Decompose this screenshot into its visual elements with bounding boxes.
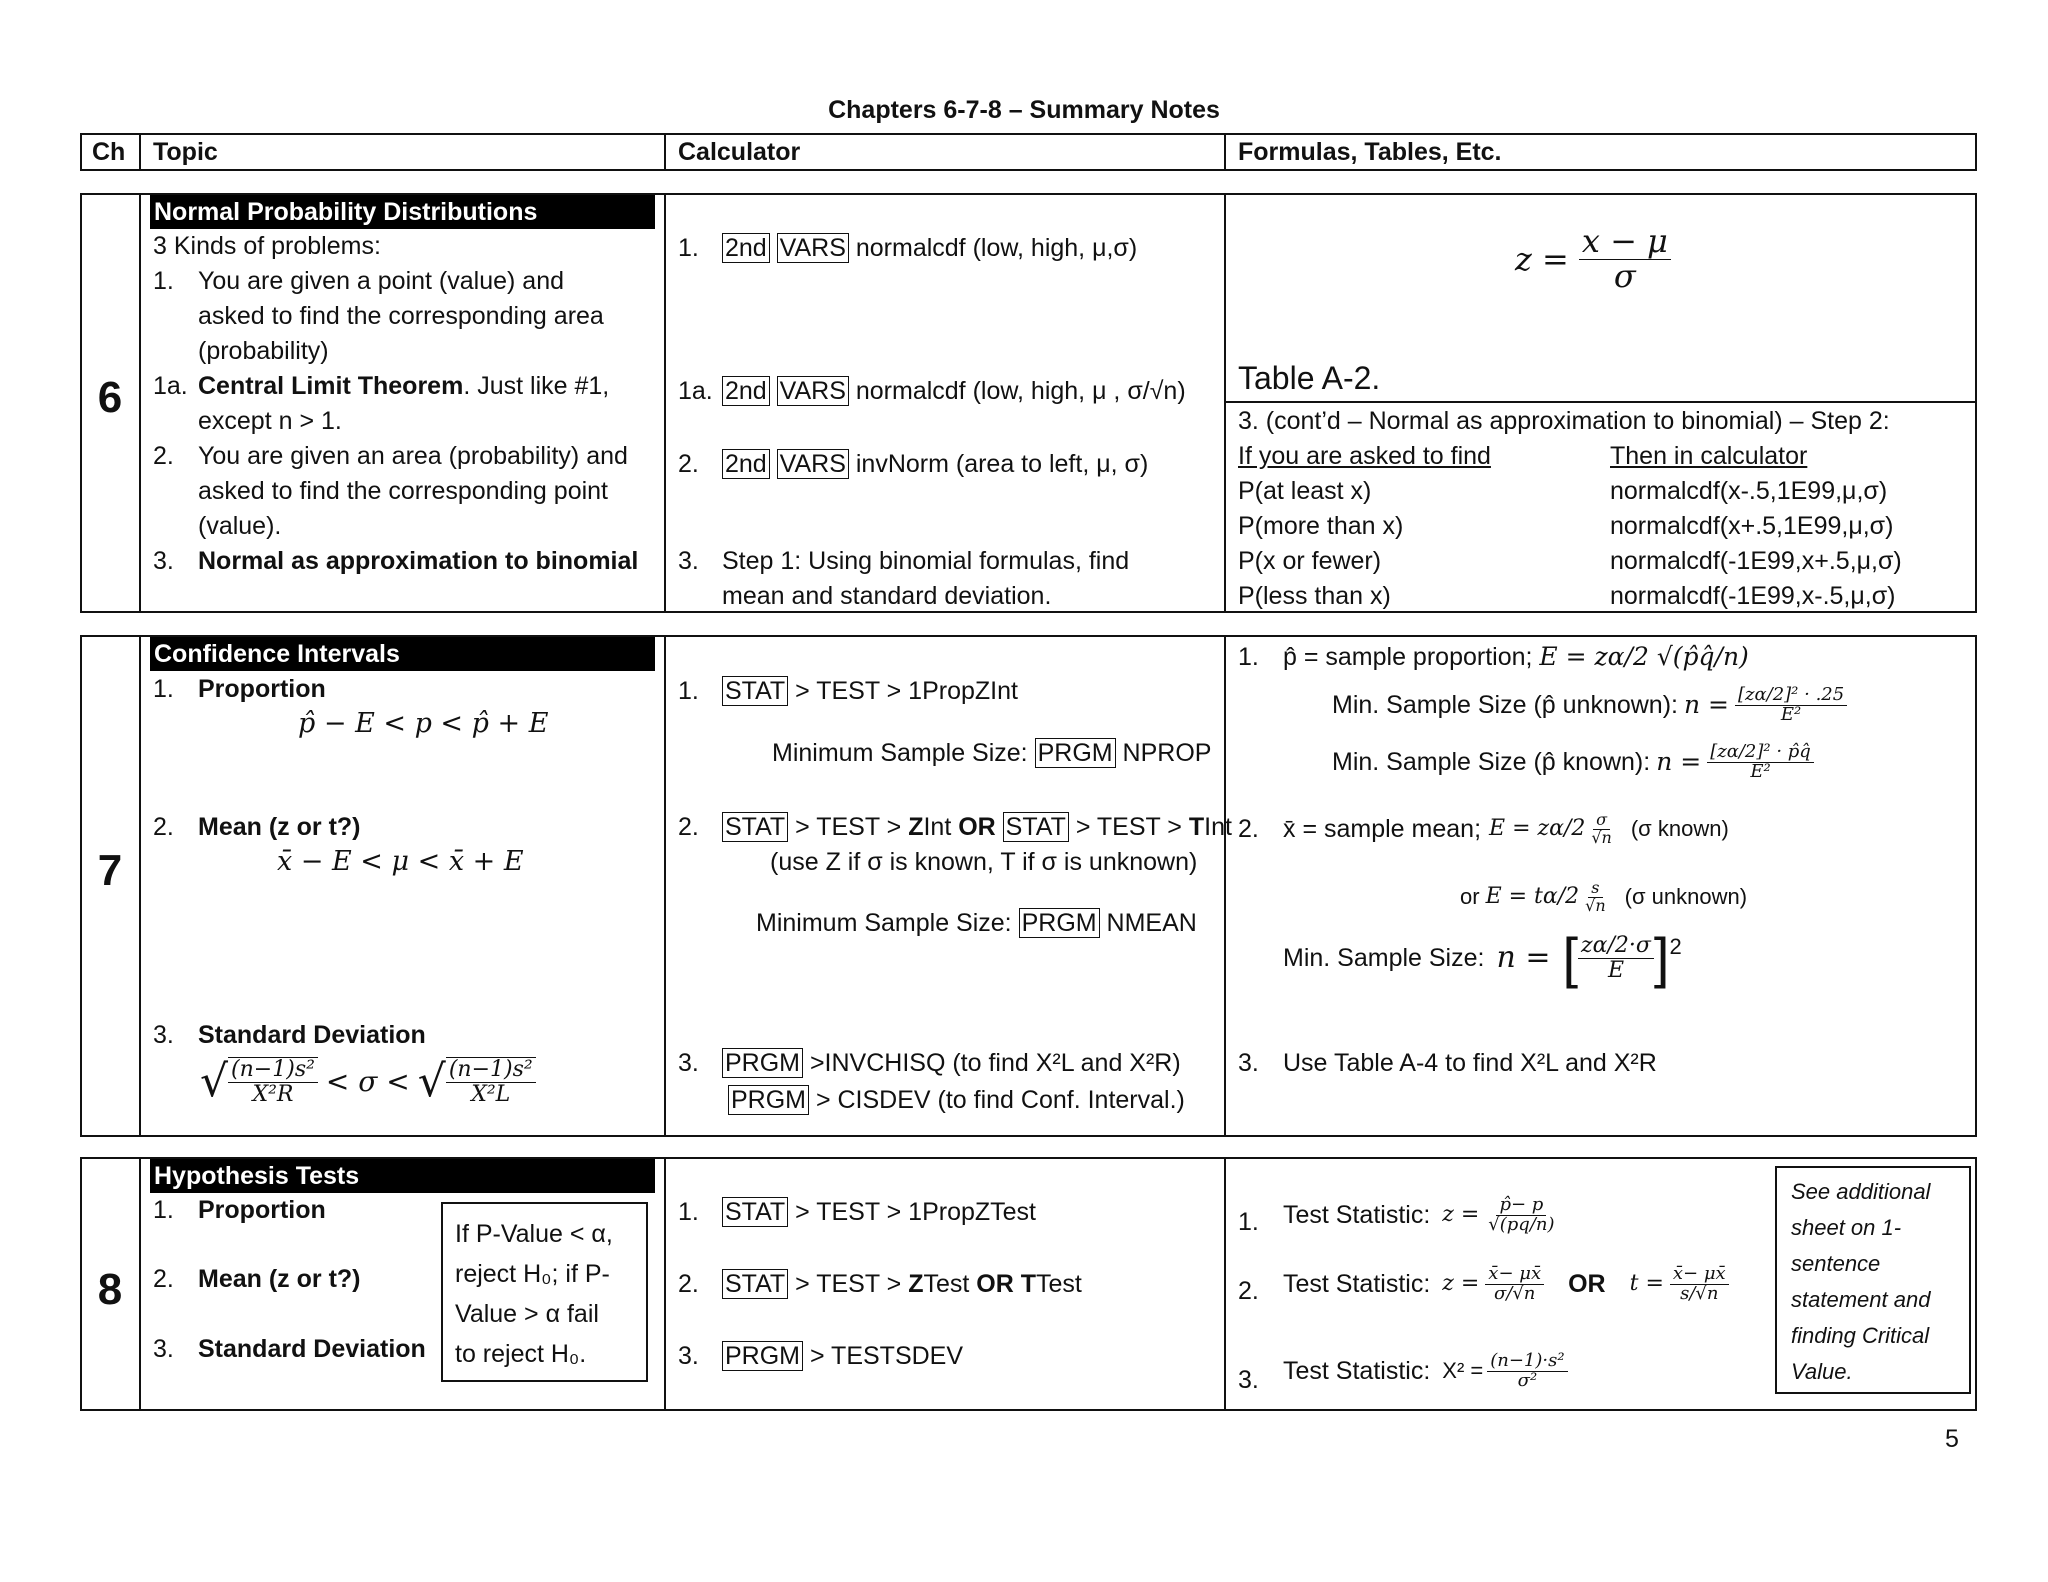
topic-2-line: You are given an area (probability) and (198, 442, 628, 470)
min-mean-line: Min. Sample Size: n = [ $\frac{z\alpha/2\cdot\sigma}{E}$ ] 2 (1283, 926, 1682, 989)
frac-den: √n (1591, 827, 1612, 847)
topic-1a-line (198, 369, 609, 403)
key-stat: STAT (722, 1197, 788, 1227)
ht-calc-1-text: > TEST > 1PropZTest (795, 1198, 1036, 1226)
clt-label: Central Limit Theorem (198, 372, 464, 400)
z-eq: z = (1442, 1271, 1480, 1297)
calc-1a-line (722, 374, 1186, 408)
key-stat: STAT (722, 676, 788, 706)
header-formulas: Formulas, Tables, Etc. (1238, 138, 1502, 166)
key-vars: VARS (777, 376, 849, 406)
min-unknown-line (1332, 686, 1847, 725)
key-vars: VARS (777, 233, 849, 263)
sd-numerator: (n−1)s² (228, 1058, 318, 1082)
col-head-find: If you are asked to find (1238, 442, 1491, 470)
xbar-def: x̄ = sample mean; (1283, 815, 1482, 844)
min-num: zα/2·σ (1578, 934, 1654, 958)
key-vars: VARS (777, 449, 849, 479)
frac-num: σ (1593, 812, 1610, 830)
list-num: 3. (1238, 1366, 1259, 1394)
phat-def: p̂ = sample proportion; (1283, 643, 1533, 671)
ci-calc-1 (722, 674, 1018, 708)
calc-1-line (722, 231, 1137, 265)
ci-min-mean (756, 906, 1197, 940)
calc-1a-text: normalcdf (low, high, μ , σ/√n) (855, 377, 1186, 405)
col-head-calc: Then in calculator (1610, 442, 1808, 470)
min-den: E (1607, 957, 1624, 983)
topic-1a-rest: . Just like #1, (463, 372, 610, 400)
min-known-label: Min. Sample Size (p̂ known): (1332, 748, 1651, 777)
topic-2-line: asked to find the corresponding point (198, 477, 608, 505)
note-line: See additional (1791, 1179, 1931, 1204)
mean-E: E = zα/2 (1489, 816, 1586, 842)
approx-row-find: P(more than x) (1238, 512, 1404, 540)
approx-row-calc: normalcdf(-1E99,x-.5,μ,σ) (1610, 582, 1896, 610)
f1-line (1283, 640, 1749, 674)
list-num: 1. (678, 1198, 699, 1226)
list-num: 2. (1238, 1277, 1259, 1305)
list-num: 1a. (153, 372, 188, 400)
list-num: 3. (678, 1049, 699, 1077)
ci-calc-3 (722, 1046, 1181, 1080)
known-num: [zα/2]² · p̂q̂ (1707, 743, 1814, 763)
ht-sd-label: Standard Deviation (198, 1335, 426, 1363)
key-prgm: PRGM (722, 1048, 803, 1078)
list-num: 3. (1238, 1049, 1259, 1077)
list-num: 1. (1238, 1208, 1259, 1236)
topic-1-line: asked to find the corresponding area (198, 302, 604, 330)
list-num: 1. (1238, 643, 1259, 671)
ci-sd-label: Standard Deviation (198, 1021, 426, 1049)
header-ch: Ch (92, 138, 126, 166)
test-stat-2 (1283, 1265, 1729, 1304)
mean-E-t: E = tα/2 (1485, 884, 1580, 910)
table-a4-text: Use Table A-4 to find X²L and X²R (1283, 1049, 1657, 1077)
header-calculator: Calculator (678, 138, 801, 166)
topic-intro: 3 Kinds of problems: (153, 232, 381, 260)
note-line: Value. (1791, 1359, 1853, 1384)
ci-sd-formula: √ $\frac{\text{(n−1)s²}}{\text{X²R}}$ < σ < √ $\frac{\text{(n−1)s²}}{\text{X²L}}$ (200, 1056, 536, 1107)
sd-denominator-l: X²L (471, 1081, 511, 1107)
frac-den: s/√n (1680, 1282, 1719, 1304)
sigma-known: (σ known) (1630, 816, 1729, 842)
exponent: 2 (1669, 934, 1682, 959)
z-lhs: z = (1515, 240, 1569, 279)
unknown-den: E² (1780, 703, 1802, 725)
int-text: Int (923, 813, 952, 841)
critical-value-note (1775, 1166, 1971, 1394)
key-2nd: 2nd (722, 449, 770, 479)
list-num: 3. (153, 547, 174, 575)
sd-numerator: (n−1)s² (446, 1058, 536, 1082)
ht-calc-2-a: > TEST > (795, 1270, 902, 1298)
key-stat: STAT (1003, 812, 1069, 842)
ht-calc-1 (722, 1195, 1036, 1229)
t-eq: t = (1629, 1271, 1664, 1297)
key-stat: STAT (722, 1269, 788, 1299)
test-stat-1 (1283, 1196, 1558, 1235)
list-num: 1. (678, 677, 699, 705)
list-num: 2. (678, 1270, 699, 1298)
chapter-number-8: 8 (97, 1265, 123, 1314)
list-num: 3. (153, 1335, 174, 1363)
ci-mean-label: Mean (z or t?) (198, 813, 361, 841)
calc-1-text: normalcdf (low, high, μ,σ) (855, 234, 1138, 262)
approx-row-find: P(less than x) (1238, 582, 1391, 610)
ht-calc-3 (722, 1339, 963, 1373)
chapter-number-7: 7 (97, 846, 123, 895)
topic-1a-line: except n > 1. (198, 407, 342, 435)
list-num: 1. (153, 1196, 174, 1224)
nprop-cmd: NPROP (1122, 739, 1212, 767)
key-prgm: PRGM (722, 1341, 803, 1371)
list-num: 2. (678, 450, 699, 478)
z-bold: Z (908, 813, 924, 841)
ci-calc-2-b: > TEST > (1075, 813, 1182, 841)
list-num: 3. (678, 547, 699, 575)
page-title: Chapters 6-7-8 – Summary Notes (828, 96, 1220, 124)
ci-mean-formula: x̄ − E < μ < x̄ + E (277, 846, 524, 877)
topic-1-line: (probability) (198, 337, 329, 365)
list-num: 1. (153, 675, 174, 703)
list-num: 1. (153, 267, 174, 295)
key-stat: STAT (722, 812, 788, 842)
chi-eq: X² = (1442, 1358, 1484, 1384)
section-band-normal: Normal Probability Distributions (150, 195, 655, 229)
frac-num: x̄− μx̄ (1670, 1265, 1729, 1285)
z-bold: Z (908, 1270, 924, 1298)
or-bold: OR (1568, 1270, 1606, 1299)
test-stat-label: Test Statistic: (1283, 1357, 1431, 1386)
list-num: 2. (153, 1265, 174, 1293)
min-label: Min. Sample Size: (1283, 944, 1485, 972)
calc-2-line (722, 447, 1148, 481)
calc-3-line: Step 1: Using binomial formulas, find (722, 547, 1130, 575)
sigma-unknown: (σ unknown) (1624, 884, 1748, 910)
ht-calc-2 (722, 1267, 1082, 1301)
min-known-line (1332, 743, 1814, 782)
cisdev-text: > CISDEV (to find Conf. Interval.) (815, 1086, 1185, 1114)
nmean-cmd: NMEAN (1106, 909, 1197, 937)
pvalue-line: Value > α fail (455, 1300, 599, 1328)
calc-3-line: mean and standard deviation. (722, 582, 1052, 610)
list-num: 2. (153, 813, 174, 841)
pvalue-line: If P-Value < α, (455, 1220, 613, 1248)
note-line: statement and (1791, 1287, 1931, 1312)
min-unknown-label: Min. Sample Size (p̂ unknown): (1332, 691, 1678, 720)
approx-row-find: P(x or fewer) (1238, 547, 1382, 575)
z-score-formula (1515, 222, 1671, 295)
approx-row-calc: normalcdf(-1E99,x+.5,μ,σ) (1610, 547, 1902, 575)
topic-1-line: You are given a point (value) and (198, 267, 565, 295)
known-den: E² (1750, 760, 1771, 782)
n-eq: n = (1496, 940, 1551, 975)
key-prgm: PRGM (1019, 908, 1100, 938)
ci-min-prop (772, 736, 1211, 770)
note-line: finding Critical (1791, 1323, 1930, 1348)
frac-num: s (1588, 880, 1602, 898)
n-eq: n = (1656, 747, 1702, 777)
section-band-ci: Confidence Intervals (150, 637, 655, 671)
list-num: 2. (153, 442, 174, 470)
sd-denominator-r: X²R (252, 1081, 294, 1107)
note-line: sentence (1791, 1251, 1881, 1276)
list-num: 1. (678, 234, 699, 262)
list-num: 2. (1238, 815, 1259, 843)
ci-calc-2 (722, 810, 1232, 844)
frac-den: σ² (1517, 1369, 1538, 1391)
list-num: 3. (153, 1021, 174, 1049)
list-num: 2. (678, 813, 699, 841)
z-eq: z = (1442, 1202, 1480, 1228)
or-bold: OR (976, 1270, 1014, 1298)
note-line: sheet on 1- (1791, 1215, 1902, 1240)
frac-num: p̂− p (1496, 1196, 1546, 1216)
cont-heading: 3. (cont’d – Normal as approximation to binomial) – Step 2: (1238, 407, 1890, 435)
ci-calc-2-note: (use Z if σ is known, T if σ is unknown) (770, 848, 1198, 876)
test-stat-3 (1283, 1352, 1568, 1391)
frac-den: σ/√n (1493, 1282, 1536, 1304)
z-denominator: σ (1613, 256, 1636, 295)
n-eq: n = (1683, 690, 1729, 720)
table-ref: Table A-2. (1238, 360, 1381, 396)
invchisq-text: >INVCHISQ (to find X²L and X²R) (809, 1049, 1181, 1077)
frac-num: (n−1)·s² (1487, 1352, 1567, 1372)
page-number: 5 (1945, 1425, 1959, 1453)
pvalue-line: to reject H₀. (455, 1340, 587, 1368)
t-bold: T (1020, 1270, 1037, 1298)
chapter-number-6: 6 (97, 373, 123, 422)
prop-E-formula: E = zα/2 √(p̂q̂/n) (1539, 642, 1749, 671)
section-band-hypothesis: Hypothesis Tests (150, 1159, 655, 1193)
key-prgm: PRGM (1035, 738, 1116, 768)
min-label: Minimum Sample Size: (772, 739, 1028, 767)
topic-3-label: Normal as approximation to binomial (198, 547, 639, 575)
ci-proportion-label: Proportion (198, 675, 326, 703)
key-2nd: 2nd (722, 376, 770, 406)
list-num: 1a. (678, 377, 713, 405)
approx-row-find: P(at least x) (1238, 477, 1372, 505)
topic-2-line: (value). (198, 512, 282, 540)
f2-alt-line (1460, 880, 1747, 915)
approx-row-calc: normalcdf(x-.5,1E99,μ,σ) (1610, 477, 1888, 505)
ht-mean-label: Mean (z or t?) (198, 1265, 361, 1293)
pvalue-rule-box (441, 1202, 648, 1382)
key-2nd: 2nd (722, 233, 770, 263)
pvalue-line: reject H₀; if P- (455, 1260, 610, 1288)
or-text: or (1460, 884, 1480, 910)
f2-line (1283, 812, 1729, 847)
sd-middle: < σ < (325, 1065, 410, 1098)
z-numerator: x − μ (1579, 225, 1671, 260)
ci-calc-3b (728, 1083, 1185, 1117)
unknown-num: [zα/2]² · .25 (1735, 686, 1847, 706)
calc-2-text: invNorm (area to left, μ, σ) (855, 450, 1149, 478)
ht-calc-3-text: > TESTSDEV (809, 1342, 964, 1370)
tint-text: Int (1204, 813, 1232, 841)
or-bold: OR (958, 813, 996, 841)
ci-proportion-formula: p̂ − E < p < p̂ + E (298, 708, 549, 739)
ci-calc-2-a: > TEST > (795, 813, 902, 841)
test-text: Test (923, 1270, 970, 1298)
header-row (80, 133, 1977, 171)
list-num: 3. (678, 1342, 699, 1370)
test-stat-label: Test Statistic: (1283, 1201, 1431, 1230)
t-bold: T (1188, 813, 1205, 841)
frac-den: √(pq/n) (1488, 1213, 1555, 1235)
approx-row-calc: normalcdf(x+.5,1E99,μ,σ) (1610, 512, 1894, 540)
test-text: Test (1036, 1270, 1082, 1298)
ci-calc-1-text: > TEST > 1PropZInt (795, 677, 1018, 705)
key-prgm: PRGM (728, 1085, 809, 1115)
test-stat-label: Test Statistic: (1283, 1270, 1431, 1299)
header-topic: Topic (153, 138, 218, 166)
frac-num: x̄− μx̄ (1485, 1265, 1544, 1285)
frac-den: √n (1585, 895, 1606, 915)
ht-proportion-label: Proportion (198, 1196, 326, 1224)
min-label: Minimum Sample Size: (756, 909, 1012, 937)
